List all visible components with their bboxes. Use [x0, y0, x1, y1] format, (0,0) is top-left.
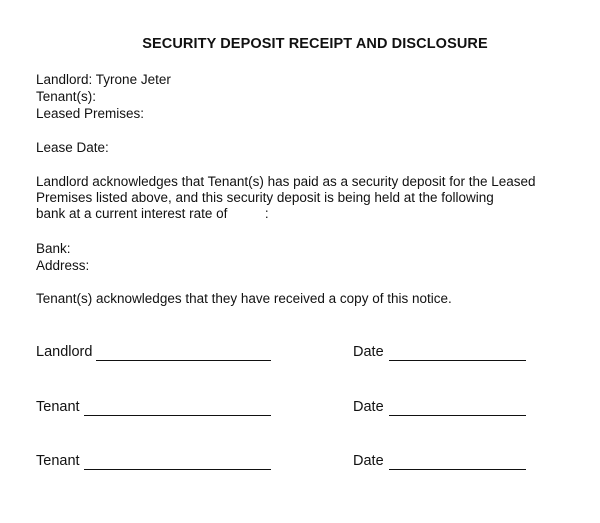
landlord-date-label: Date [353, 344, 384, 360]
tenant2-date-label: Date [353, 453, 384, 469]
landlord-date-line[interactable] [389, 360, 526, 361]
paragraph-line-3: bank at a current interest rate of : [36, 206, 269, 221]
landlord-signature-line[interactable] [96, 360, 271, 361]
tenant1-date-line[interactable] [389, 415, 526, 416]
tenant2-signature-line[interactable] [84, 469, 271, 470]
document-title: SECURITY DEPOSIT RECEIPT AND DISCLOSURE [142, 36, 488, 52]
tenant2-signature-label: Tenant [36, 453, 80, 469]
paragraph-line-2: Premises listed above, and this security deposit is being held at the following [36, 190, 494, 205]
tenant2-date-line[interactable] [389, 469, 526, 470]
tenants-line: Tenant(s): [36, 89, 97, 104]
tenant1-signature-line[interactable] [84, 415, 271, 416]
tenant1-signature-label: Tenant [36, 399, 80, 415]
paragraph-line-1: Landlord acknowledges that Tenant(s) has paid as a security deposit for the Leased [36, 174, 536, 189]
address-line: Address: [36, 258, 90, 273]
leased-premises-line: Leased Premises: [36, 106, 145, 121]
lease-date-line: Lease Date: [36, 140, 109, 155]
notice-line: Tenant(s) acknowledges that they have received a copy of this notice. [36, 291, 452, 306]
landlord-signature-label: Landlord [36, 344, 93, 360]
bank-line: Bank: [36, 241, 71, 256]
landlord-line: Landlord: Tyrone Jeter [36, 72, 171, 87]
tenant1-date-label: Date [353, 399, 384, 415]
